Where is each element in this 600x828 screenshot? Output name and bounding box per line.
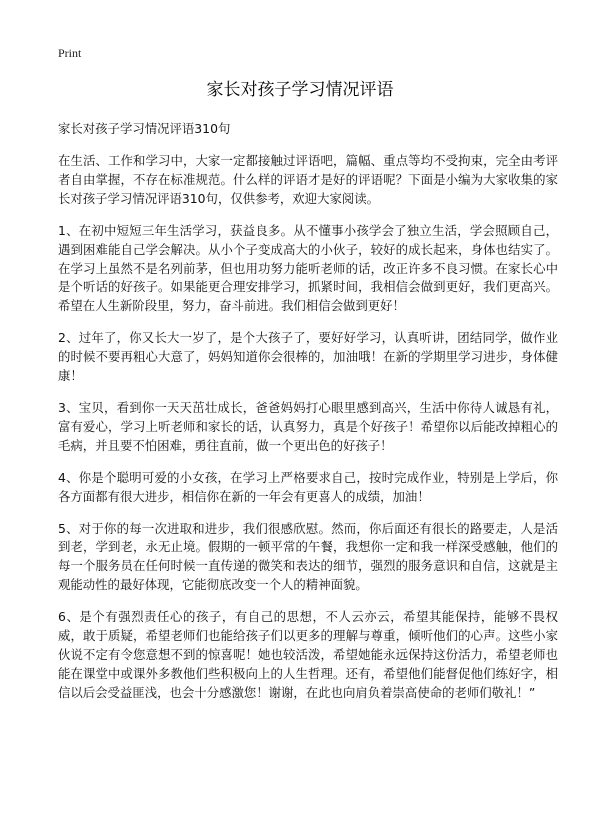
comment-paragraph-3: 3、宝贝，看到你一天天茁壮成长，爸爸妈妈打心眼里感到高兴，生活中你待人诚恳有礼，富有爱心，学习上听老师和家长的话，认真努力，真是个好孩子！希望你以后能改掉粗心的毛病，并且要不怕困难，勇往直前，做一个更出色的好孩子！ <box>58 399 558 453</box>
page-title: 家长对孩子学习情况评语 <box>206 80 394 100</box>
article-body <box>58 120 558 716</box>
print-link[interactable]: Print <box>58 46 82 60</box>
comment-paragraph-1: 1、在初中短短三年生活学习，获益良多。从不懂事小孩学会了独立生活，学会照顾自己，遇到困难能自己学会解决。从小个子变成高大的小伙子，较好的成长起来，身体也结实了。在学习上虽然不是名列前茅，但也用功努力能听老师的话，改正许多不良习惯。在家长心中是个听话的好孩子。如果能更合理安排学习，抓紧时间，我相信会做到更好，我们更高兴。希望在人生新阶段里，努力，奋斗前进。我们相信会做到更好！ <box>58 222 558 314</box>
comment-paragraph-5: 5、对于你的每一次进取和进步，我们很感欣慰。然而，你后面还有很长的路要走，人是活到老，学到老，永无止境。假期的一顿平常的午餐，我想你一定和我一样深受感触，他们的每一个服务员在任何时候一直传递的微笑和表达的细节，强烈的服务意识和自信，这就是主观能动性的最好体现，它能彻底改变一个人的精神面貌。 <box>58 520 558 593</box>
comment-paragraph-4: 4、你是个聪明可爱的小女孩，在学习上严格要求自己，按时完成作业，特别是上学后，你各方面都有很大进步，相信你在新的一年会有更喜人的成绩，加油！ <box>58 469 558 504</box>
comment-paragraph-6: 6、是个有强烈责任心的孩子，有自己的思想，不人云亦云，希望其能保持，能够不畏权威，敢于质疑，希望老师们也能给孩子们以更多的理解与尊重，倾听他们的心声。这些小家伙说不定有令您意想不到的惊喜呢！她也较活泼，希望她能永远保持这份活力，希望老师也能在课堂中或课外多教他们些积极向上的人生哲理。还有，希望他们能督促他们练好字，相信以后会受益匪浅，也会十分感激您！谢谢，在此也向肩负着崇高使命的老师们敬礼！” <box>58 609 558 700</box>
intro-paragraph: 在生活、工作和学习中，大家一定都接触过评语吧，篇幅、重点等均不受拘束，完全由考评者自由掌握，不存在标准规范。什么样的评语才是好的评语呢？下面是小编为大家收集的家长对孩子学习情况评语310句，仅供参考，欢迎大家阅读。 <box>58 153 558 206</box>
article-subtitle: 家长对孩子学习情况评语310句 <box>58 121 231 136</box>
comment-paragraph-2: 2、过年了，你又长大一岁了，是个大孩子了，要好好学习，认真听讲，团结同学，做作业的时候不要再粗心大意了，妈妈知道你会很棒的，加油哦！在新的学期里学习进步，身体健康！ <box>58 330 558 384</box>
